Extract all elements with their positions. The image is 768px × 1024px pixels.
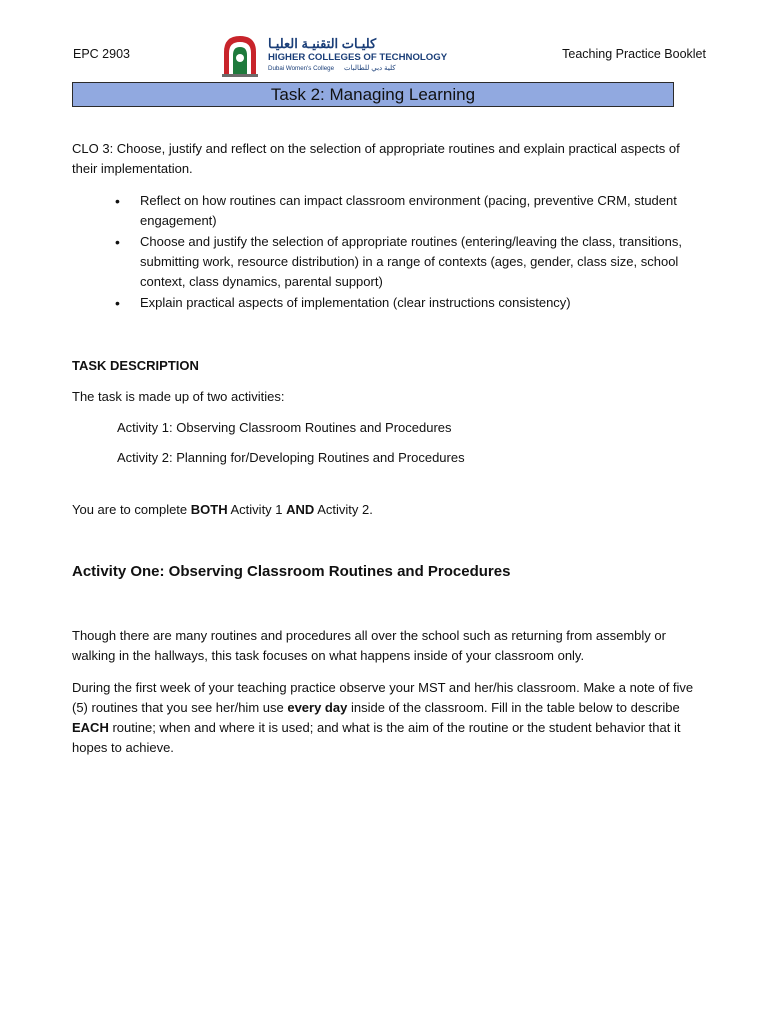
activity-one-para-2	[72, 678, 702, 758]
logo-campus-english: Dubai Women's College	[268, 65, 335, 72]
clo-bullet-list	[115, 191, 685, 314]
college-emblem-icon	[220, 34, 260, 78]
task-title: Task 2: Managing Learning	[72, 82, 674, 107]
text-run-bold: EACH	[72, 720, 109, 735]
college-logo	[220, 34, 448, 78]
booklet-name: Teaching Practice Booklet	[562, 47, 706, 61]
text-run: Activity 2.	[314, 502, 373, 517]
text-run-bold: every day	[287, 700, 348, 715]
clo-statement: CLO 3: Choose, justify and reflect on the selection of appropriate routines and explain practical aspects of their implementation.	[72, 141, 680, 176]
text-run: Activity 1	[227, 502, 287, 517]
text-run: inside of the classroom. Fill in the table below to describe	[347, 700, 680, 715]
task-intro: The task is made up of two activities:	[72, 389, 285, 404]
activity-one-heading: Activity One: Observing Classroom Routines and Procedures	[72, 563, 511, 580]
logo-campus-arabic: كلية دبي للطالبات	[344, 65, 396, 72]
activity-2-line: Activity 2: Planning for/Developing Routines and Procedures	[117, 450, 465, 465]
text-run: During the first week of your teaching practice observe your MST and her/his classroom. Make a note of five (5) routines that you see her/him use	[72, 680, 694, 715]
text-run-bold: BOTH	[190, 502, 228, 517]
text-run: routine; when and where it is used; and what is the aim of the routine or the student behavior that it hopes to achieve.	[72, 720, 681, 755]
activity-1-line: Activity 1: Observing Classroom Routines and Procedures	[117, 420, 452, 435]
bullet-item: • Reflect on how routines can impact classroom environment (pacing, preventive CRM, student engagement)	[115, 191, 685, 231]
text-run-bold: AND	[286, 502, 315, 517]
activity-one-para-1: Though there are many routines and procedures all over the school such as returning from assembly or walking in the hallways, this task focuses on what happens inside of your classroom only.	[72, 628, 666, 663]
text-run: You are to complete	[72, 502, 191, 517]
course-code: EPC 2903	[73, 47, 130, 61]
complete-both-statement	[72, 500, 702, 520]
bullet-item: • Choose and justify the selection of appropriate routines (entering/leaving the class, transitions, submitting work, resource distribution) in a range of contexts (ages, gender, class size, school context, class dynamics, parental support)	[115, 232, 685, 292]
bullet-item: • Explain practical aspects of implementation (clear instructions consistency)	[115, 293, 685, 313]
logo-arabic-name: كليـات التقنيـة العليـا	[268, 36, 377, 51]
logo-english-name: HIGHER COLLEGES OF TECHNOLOGY	[268, 52, 448, 63]
task-description-heading: TASK DESCRIPTION	[72, 358, 199, 373]
